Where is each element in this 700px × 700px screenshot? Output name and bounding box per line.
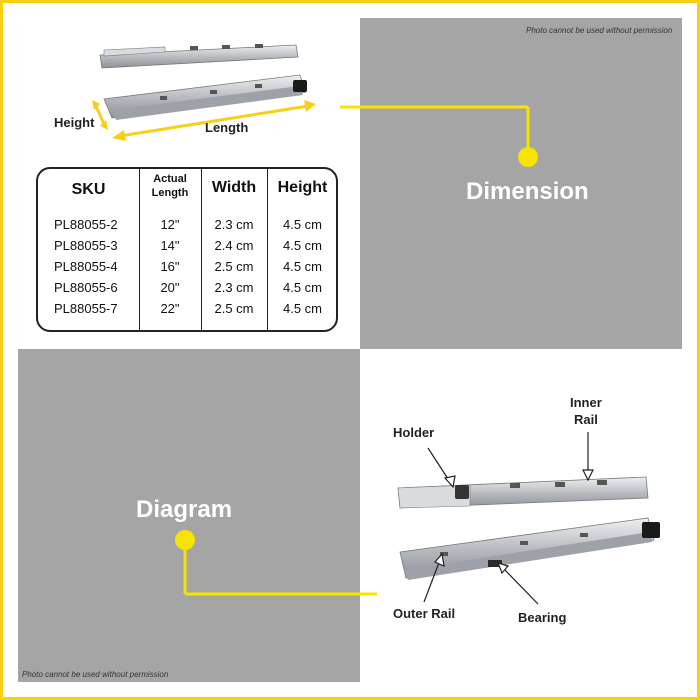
cell-height: 4.5 cm <box>282 238 322 253</box>
cell-width: 2.5 cm <box>214 301 254 316</box>
cell-sku: PL88055-4 <box>54 259 118 274</box>
watermark-top: Photo cannot be used without permission <box>526 26 673 35</box>
length-label: Length <box>205 120 249 135</box>
dimension-connector <box>340 107 538 167</box>
cell-length: 20" <box>160 280 180 295</box>
header-height: Height <box>277 179 328 196</box>
cell-sku: PL88055-6 <box>54 280 118 295</box>
table-row <box>38 280 336 301</box>
cell-length: 12" <box>160 217 180 232</box>
height-label: Height <box>54 115 95 130</box>
outer-rail-label: Outer Rail <box>393 606 456 621</box>
watermark-bottom: Photo cannot be used without permission <box>22 670 169 679</box>
cell-width: 2.5 cm <box>214 259 254 274</box>
table-row <box>38 238 336 259</box>
inner-rail-pointer <box>583 432 593 480</box>
diagram-connector <box>175 530 377 594</box>
table-row <box>38 259 336 280</box>
diagram-rail-top-image <box>398 477 648 508</box>
cell-sku: PL88055-3 <box>54 238 118 253</box>
table-row <box>38 217 336 238</box>
cell-height: 4.5 cm <box>282 280 322 295</box>
slide-rail-top-image <box>100 44 298 68</box>
holder-label: Holder <box>393 425 435 440</box>
cell-width: 2.4 cm <box>214 238 254 253</box>
dimension-heading: Dimension <box>466 178 589 205</box>
bearing-pointer <box>498 563 538 604</box>
header-actual-length: Actual Length <box>151 173 189 199</box>
holder-pointer <box>428 448 455 487</box>
header-sku: SKU <box>71 181 106 198</box>
cell-height: 4.5 cm <box>282 217 322 232</box>
inner-rail-label: Inner Rail <box>570 395 602 427</box>
cell-length: 16" <box>160 259 180 274</box>
cell-height: 4.5 cm <box>282 301 322 316</box>
slide-rail-bottom-image <box>104 75 307 120</box>
header-width: Width <box>211 179 257 196</box>
bearing-label: Bearing <box>518 610 567 625</box>
cell-length: 14" <box>160 238 180 253</box>
spec-table <box>36 167 338 332</box>
cell-height: 4.5 cm <box>282 259 322 274</box>
diagram-heading: Diagram <box>136 496 233 523</box>
cell-width: 2.3 cm <box>214 280 254 295</box>
cell-sku: PL88055-7 <box>54 301 118 316</box>
cell-length: 22" <box>160 301 180 316</box>
cell-sku: PL88055-2 <box>54 217 118 232</box>
diagram-rail-bottom-image <box>400 518 660 580</box>
table-row <box>38 301 336 322</box>
cell-width: 2.3 cm <box>214 217 254 232</box>
